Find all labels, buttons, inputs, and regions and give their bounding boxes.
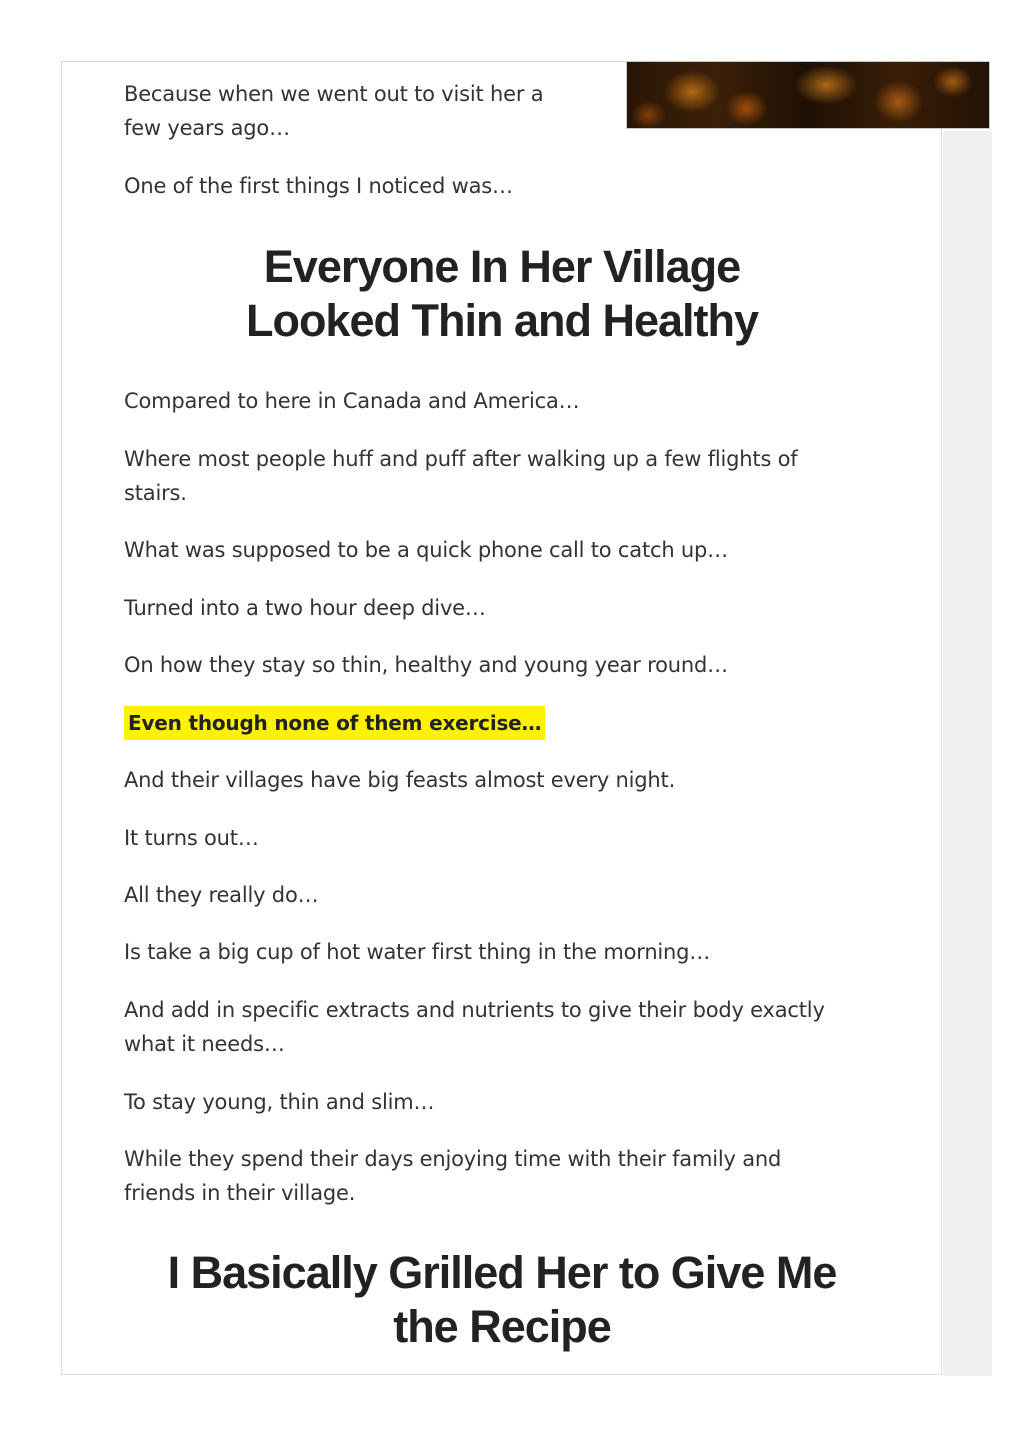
paragraph-family-line-2: friends in their village. <box>124 1181 356 1205</box>
heading-recipe-line-1: I Basically Grilled Her to Give Me <box>167 1247 837 1298</box>
paragraph-hot-water: Is take a big cup of hot water first thing in the morning… <box>124 940 711 964</box>
highlighted-text: Even though none of them exercise… <box>124 706 545 740</box>
paragraph-deep-dive: Turned into a two hour deep dive… <box>124 596 486 620</box>
paragraph-highlight <box>124 706 545 740</box>
intro-line-1: Because when we went out to visit her a <box>124 82 544 106</box>
photo-thumbnail-icon <box>626 61 990 129</box>
paragraph-compared: Compared to here in Canada and America… <box>124 389 580 413</box>
paragraph-feasts: And their villages have big feasts almost every night. <box>124 768 676 792</box>
paragraph-turns-out: It turns out… <box>124 826 259 850</box>
heading-recipe-line-2: the Recipe <box>393 1301 611 1352</box>
paragraph-stay-young: To stay young, thin and slim… <box>124 1090 435 1114</box>
intro-line-2: few years ago… <box>124 116 290 140</box>
sidebar-strip <box>943 131 992 1376</box>
paragraph-huff-line-1: Where most people huff and puff after walking up a few flights of <box>124 447 798 471</box>
paragraph-extracts-line-1: And add in specific extracts and nutrients to give their body exactly <box>124 998 825 1022</box>
heading-village-line-2: Looked Thin and Healthy <box>245 295 759 346</box>
paragraph-extracts-line-2: what it needs… <box>124 1032 285 1056</box>
paragraph-phone-call: What was supposed to be a quick phone call to catch up… <box>124 538 728 562</box>
paragraph-huff-line-2: stairs. <box>124 481 187 505</box>
paragraph-all-they-do: All they really do… <box>124 883 319 907</box>
paragraph-first-things: One of the first things I noticed was… <box>124 174 513 198</box>
paragraph-family-line-1: While they spend their days enjoying time with their family and <box>124 1147 782 1171</box>
paragraph-how-thin: On how they stay so thin, healthy and young year round… <box>124 653 728 677</box>
heading-village-line-1: Everyone In Her Village <box>263 241 741 292</box>
